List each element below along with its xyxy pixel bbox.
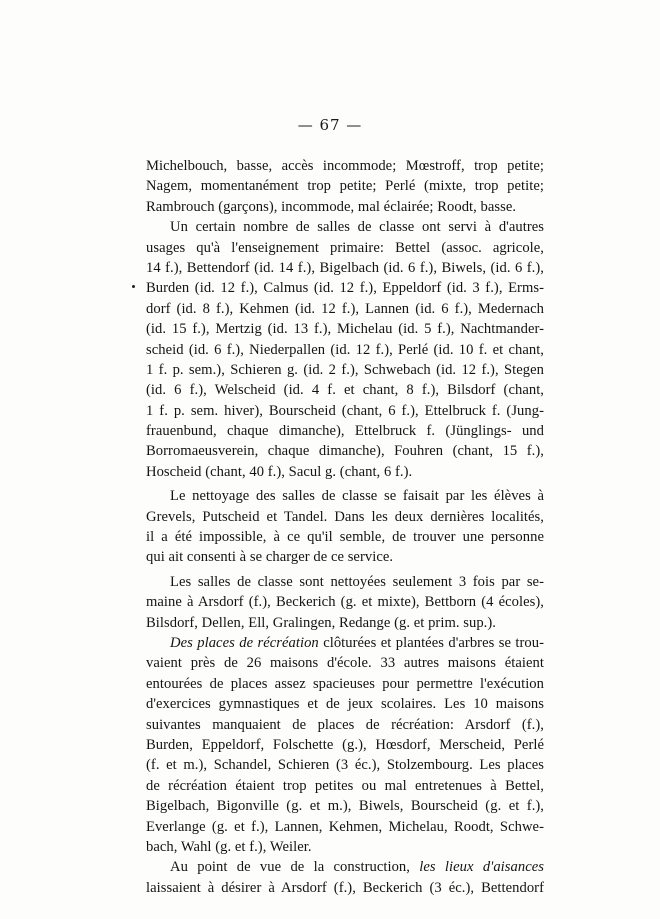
- text-line: (f. et m.), Schandel, Schieren (3 éc.), Stolzembourg. Les places: [146, 757, 544, 774]
- italic-term: les lieux d'aisances: [419, 859, 544, 876]
- text-line: qui ait consenti à se charger de ce service.: [146, 549, 394, 566]
- text-line: Les salles de classe sont nettoyées seulement 3 fois par se-: [170, 573, 544, 590]
- text-line: bach, Wahl (g. et f.), Weiler.: [146, 838, 312, 855]
- text-line: Rambrouch (garçons), incommode, mal éclairée; Roodt, basse.: [146, 198, 517, 215]
- paragraph-5: [146, 633, 544, 857]
- text-line: (id. 15 f.), Mertzig (id. 13 f.), Michelau (id. 5 f.), Nachtmander-: [146, 321, 544, 338]
- text-line: il a été impossible, à ce qu'il semble, de trouver une personne: [146, 529, 544, 546]
- text-line: d'exercices gymnastiques et de jeux scolaires. Les 10 maisons: [146, 696, 544, 713]
- text-line: Burden (id. 12 f.), Calmus (id. 12 f.), Eppeldorf (id. 3 f.), Erms-: [146, 280, 544, 297]
- text-line: de récréation étaient trop petites ou mal entretenues à Bettel,: [146, 777, 544, 794]
- text-line: Michelbouch, basse, accès incommode; Mœstroff, trop petite;: [146, 158, 544, 174]
- paragraph-2: [146, 217, 544, 482]
- text-fragment: Au point de vue de la construction,: [170, 859, 420, 876]
- text-line: Bigelbach, Bigonville (g. et m.), Biwels, Bourscheid (g. et f.),: [146, 798, 544, 815]
- text-line: 1 f. p. sem.), Schieren g. (id. 2 f.), Schwebach (id. 12 f.), Stegen: [146, 361, 544, 378]
- page-number: — 67 —: [297, 116, 363, 134]
- body-text: [146, 156, 544, 898]
- text-line: vaient près de 26 maisons d'école. 33 autres maisons étaient: [146, 655, 544, 672]
- text-line: Un certain nombre de salles de classe ont servi à d'autres: [170, 219, 544, 236]
- text-line: Burden, Eppeldorf, Folschette (g.), Hœsdorf, Merscheid, Perlé: [146, 736, 544, 753]
- text-line: [146, 857, 544, 877]
- text-line: 1 f. p. sem. hiver), Bourscheid (chant, 6 f.), Ettelbruck f. (Jung-: [146, 402, 544, 419]
- text-line: 14 f.), Bettendorf (id. 14 f.), Bigelbach (id. 6 f.), Biwels, (id. 6 f.),: [146, 259, 544, 276]
- text-line: Grevels, Putscheid et Tandel. Dans les deux dernières localités,: [146, 508, 544, 525]
- text-line: scheid (id. 6 f.), Niederpallen (id. 12 f.), Perlé (id. 10 f. et chant,: [146, 341, 544, 358]
- italic-term: Des places de récréation: [170, 634, 319, 651]
- paragraph-4: [146, 572, 544, 633]
- text-line: usages qu'à l'enseignement primaire: Bettel (assoc. agricole,: [146, 239, 544, 256]
- text-line: Hoscheid (chant, 40 f.), Sacul g. (chant, 6 f.).: [146, 463, 413, 480]
- text-line: suivantes manquaient de places de récréation: Arsdorf (f.),: [146, 716, 544, 733]
- paragraph-6: [146, 857, 544, 898]
- text-line: Bilsdorf, Dellen, Ell, Gralingen, Redange (g. et prim. sup.).: [146, 614, 496, 631]
- text-line: laissaient à désirer à Arsdorf (f.), Beckerich (3 éc.), Bettendorf: [146, 879, 544, 896]
- text-line: (id. 6 f.), Welscheid (id. 4 f. et chant, 8 f.), Bilsdorf (chant,: [146, 382, 544, 399]
- text-line: Nagem, momentanément trop petite; Perlé (mixte, trop petite;: [146, 178, 544, 195]
- text-line: [146, 633, 544, 653]
- text-fragment: clôturées et plantées d'arbres se trou-: [318, 634, 544, 651]
- text-line: Borromaeusverein, chaque dimanche), Fouhren (chant, 15 f.),: [146, 443, 544, 460]
- paragraph-1: [146, 156, 544, 217]
- text-line: dorf (id. 8 f.), Kehmen (id. 12 f.), Lannen (id. 6 f.), Medernach: [146, 300, 544, 317]
- text-line: Le nettoyage des salles de classe se faisait par les élèves à: [170, 488, 544, 505]
- margin-mark: [132, 285, 135, 288]
- text-line: frauenbund, chaque dimanche), Ettelbruck f. (Jünglings- und: [146, 423, 544, 440]
- text-line: entourées de places assez spacieuses pour permettre l'exécution: [146, 675, 544, 692]
- paragraph-3: [146, 486, 544, 568]
- text-line: maine à Arsdorf (f.), Beckerich (g. et mixte), Bettborn (4 écoles),: [146, 594, 544, 611]
- text-line: Everlange (g. et f.), Lannen, Kehmen, Michelau, Roodt, Schwe-: [146, 818, 544, 835]
